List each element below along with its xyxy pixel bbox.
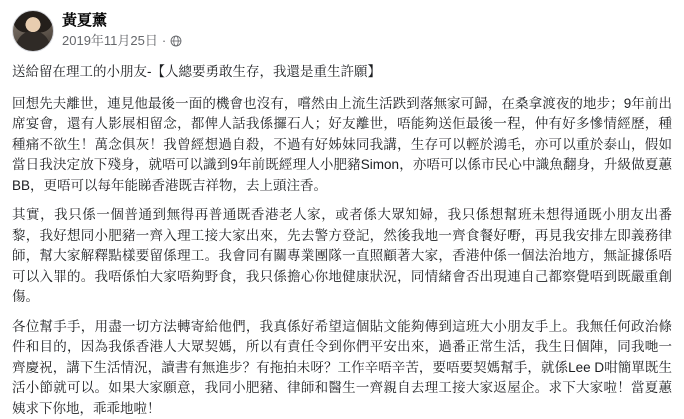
post-timestamp[interactable]: 2019年11月25日 (62, 33, 158, 49)
post-paragraph: 回想先夫離世，連見他最後一面的機會也沒有，嚐然由上流生活跌到落無家可歸，在桑拿渡夜的地步；9年前出席宴會，還有人影展相留念，都俾人話我係攞石人；好友離世，唔能夠送佢最後一程，仲有好多慘情經歷，種種痛不欲生！萬念俱灰！我曾經想過自殺，不過有好姊妹同我講，生存可以輕於鴻毛，亦可以重於泰山，假如當日我決定放下殘身，就唔可以識到9年前既經理人小肥豬Simon，亦唔可以係市民心中識魚翻身，升級做夏蕙BB，更唔可以每年能睇香港既吉祥物，去上頭注香。 (12, 94, 672, 197)
post-meta (62, 33, 182, 49)
post-title-line: 送給留在理工的小朋友-【人總要勇敢生存，我還是重生許願】 (12, 62, 672, 83)
post-paragraph: 其實，我只係一個普通到無得再普通既香港老人家，或者係大眾知婦，我只係想幫班未想得通既小朋友出番黎，我好想同小肥豬一齊入理工接大家出來，先去警方登記，然後我地一齊食餐好嘢，再見我安排左即義務律師，幫大家解釋點樣要留係理工。我會同有關專業團隊一直照顧著大家，香港仲係一個法治地方，無証據係唔可以入罪的。我唔係怕大家唔夠野食，我只係擔心你地健康狀況，同情緒會否出現連自己都察覺唔到既嚴重創傷。 (12, 205, 672, 308)
globe-icon[interactable] (170, 35, 182, 47)
post-header-text (62, 10, 182, 49)
author-name[interactable]: 黃夏薰 (62, 11, 182, 31)
post-paragraph: 各位幫手手，用盡一切方法轉寄給他們，我真係好希望這個貼文能夠傳到這班大小朋友手上。我無任何政治條件和目的，因為我係香港人大眾契媽，所以有責任令到你們平安出來，過番正常生活，我生日個陣，同我哋一齊慶祝，講下生活情況，讀書有無進步？有拖拍未呀？工作辛唔辛苦，要唔要契媽幫手，就係Lee D咁簡單既生活小節就可以。如果大家願意，我同小肥豬、律師和醫生一齊親自去理工接大家返屋企。求下大家啦！當夏蕙姨求下你地，乖乖地啦！ (12, 317, 672, 419)
avatar[interactable] (12, 10, 54, 52)
post-body (12, 62, 672, 419)
post-header (12, 10, 672, 52)
meta-separator: · (162, 33, 166, 49)
